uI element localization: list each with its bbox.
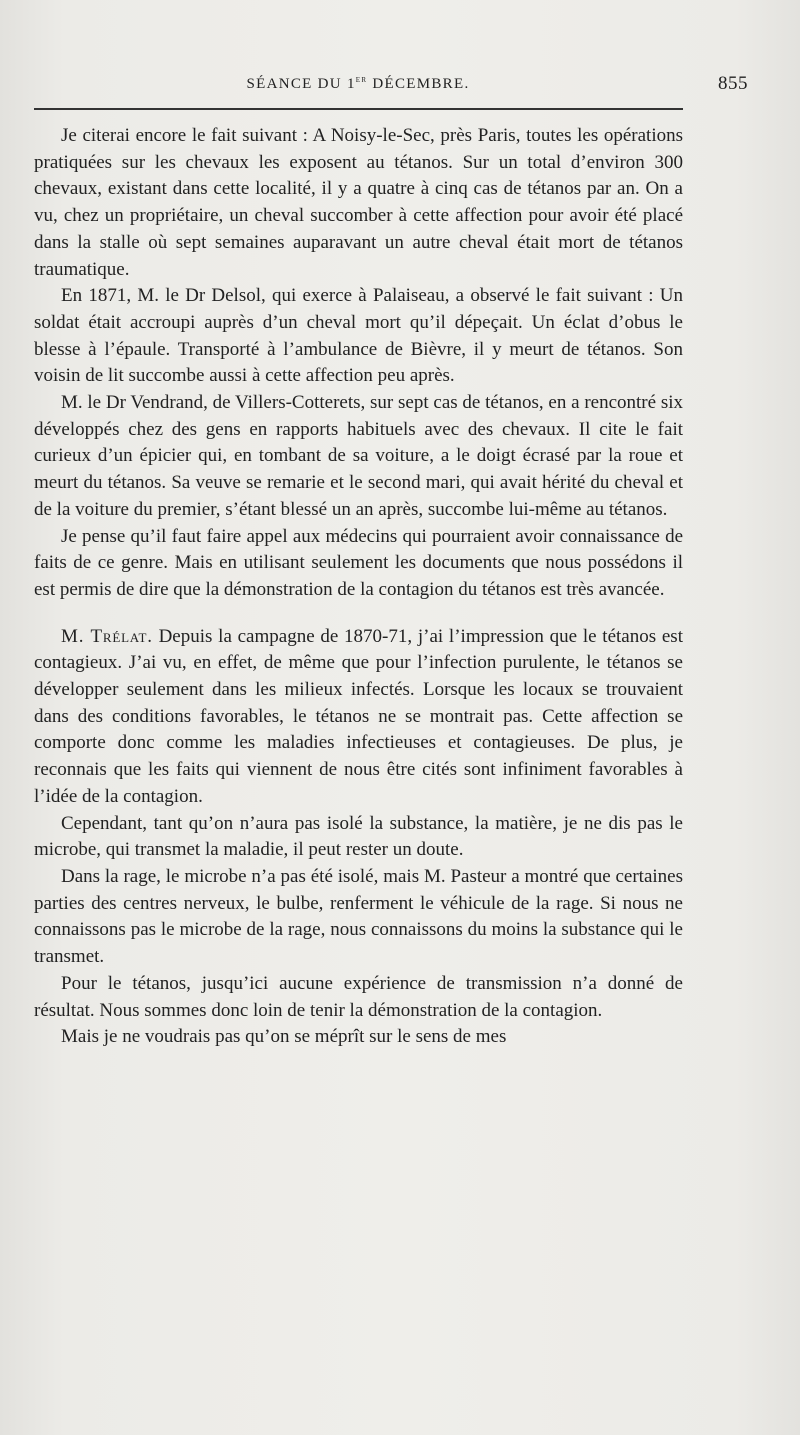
- header-rule: [34, 108, 683, 110]
- paragraph-doubt: Cependant, tant qu’on n’aura pas isolé la substance, la matière, je ne dis pas le microbe, qui transmet la maladie, il peut rester un doute.: [34, 812, 683, 861]
- paragraph-vendrand: M. le Dr Vendrand, de Villers-Cotterets, sur sept cas de tétanos, en a rencontré six développés chez des gens en rapports habituels avec des chevaux. Il cite le fait curieux d’un épicier qui, en tombant de sa voiture, a le doigt écrasé par la roue et meurt du tétanos. Sa veuve se remarie et le second mari, qui avait hérité du cheval et de la voiture du premier, s’étant blessé un an après, succombe lui-même au tétanos.: [34, 392, 683, 520]
- page-number: 855: [718, 73, 748, 94]
- running-title: [34, 74, 682, 93]
- paragraph-trelat: [34, 624, 683, 811]
- paragraph-tetanos-transmission: Pour le tétanos, jusqu’ici aucune expérience de transmission n’a donné de résultat. Nous sommes donc loin de tenir la démonstration de la contagion.: [34, 972, 683, 1021]
- running-title-text: SÉANCE DU 1: [246, 76, 356, 92]
- paragraph-closing: Mais je ne voudrais pas qu’on se méprît sur le sens de mes: [61, 1026, 507, 1048]
- running-head: [34, 73, 748, 98]
- paragraph-delsol: En 1871, M. le Dr Delsol, qui exerce à Palaiseau, a observé le fait suivant : Un soldat était accroupi auprès d’un cheval mort qu’il dépeçait. Un éclat d’obus le blesse à l’épaule. Transporté à l’ambulance de Bièvre, il y meurt de tétanos. Son voisin de lit succombe aussi à cette affection peu après.: [34, 285, 683, 387]
- paragraph-trelat-text: Depuis la campagne de 1870-71, j’ai l’impression que le tétanos est contagieux. J’ai vu, en effet, de même que pour l’infection purulente, le tétanos se développer seulement dans les milieux infectés. Lorsque les locaux se trouvaient dans des conditions favorables, le tétanos ne se montrait pas. Cette affection se comporte donc comme les maladies infectieuses et contagieuses. De plus, je reconnais que les faits qui viennent de nous être cités sont infiniment favorables à l’idée de la contagion.: [34, 625, 683, 807]
- body-text: [34, 123, 683, 1051]
- speaker-name: M. Trélat.: [61, 625, 153, 647]
- running-title-text-rest: DÉCEMBRE.: [367, 76, 470, 92]
- paragraph-noisy-le-sec: Je citerai encore le fait suivant : A Noisy-le-Sec, près Paris, toutes les opérations pratiquées sur les chevaux les exposent au tétanos. Sur un total d’environ 300 chevaux, existant dans cette localité, il y a quatre à cinq cas de tétanos par an. On a vu, chez un propriétaire, un cheval succomber à cette affection pour avoir été placé dans la stalle où sept semaines auparavant un autre cheval était mort de tétanos traumatique.: [34, 125, 683, 280]
- paragraph-appeal: Je pense qu’il faut faire appel aux médecins qui pourraient avoir connaissance de faits de ce genre. Mais en utilisant seulement les documents que nous possédons il est permis de dire que la démonstration de la contagion du tétanos est très avancée.: [34, 525, 683, 600]
- paragraph-rage: Dans la rage, le microbe n’a pas été isolé, mais M. Pasteur a montré que certaines parties des centres nerveux, le bulbe, renferment le véhicule de la rage. Si nous ne connaissons pas le microbe de la rage, nous connaissons du moins la substance qui le transmet.: [34, 865, 683, 968]
- running-title-superscript: er: [355, 74, 368, 85]
